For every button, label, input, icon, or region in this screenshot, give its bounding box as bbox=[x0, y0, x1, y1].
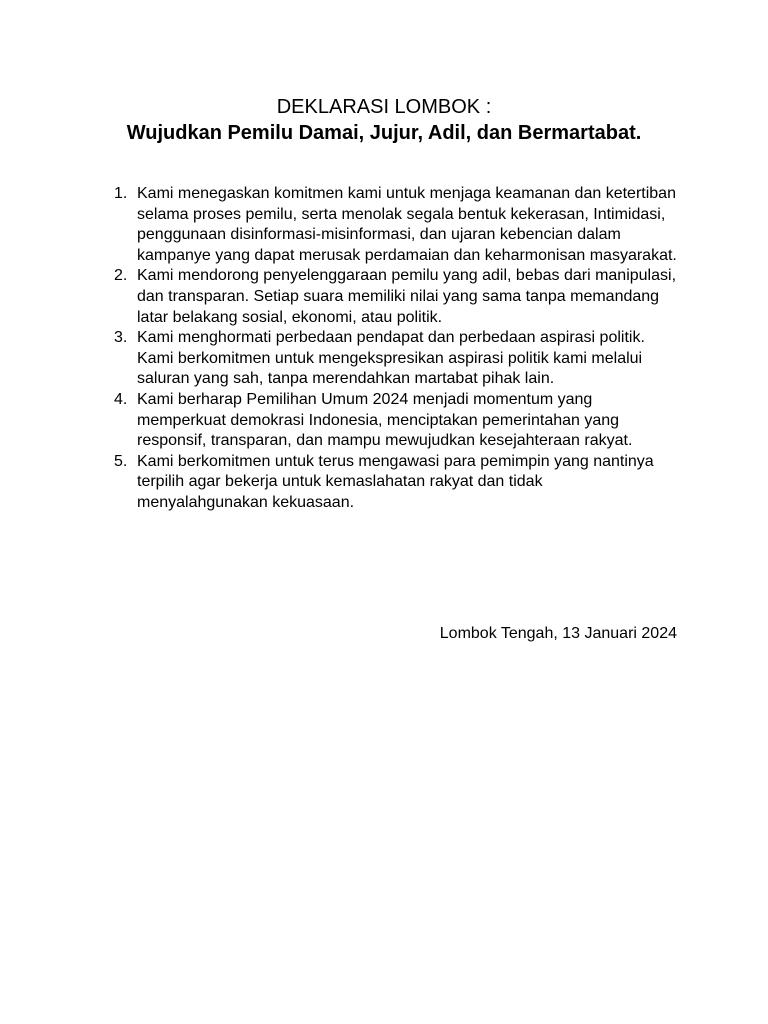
point-number: 1. bbox=[114, 185, 128, 202]
document-subtitle: Wujudkan Pemilu Damai, Jujur, Adil, dan Bermartabat. bbox=[126, 122, 642, 144]
declaration-list bbox=[101, 184, 677, 514]
point-text: Kami berkomitmen untuk terus mengawasi para pemimpin yang nantinya terpilih agar bekerja untuk kemaslahatan rakyat dan tidak menyalahgunakan kekuasaan. bbox=[137, 452, 654, 511]
point-text: Kami menegaskan komitmen kami untuk menjaga keamanan dan ketertiban selama proses pemilu, serta menolak segala bentuk kekerasan, Intimidasi, penggunaan disinformasi-misinformasi, dan ujaran kebencian dalam kampanye yang dapat merusak perdamaian dan keharmonisan masyarakat. bbox=[137, 185, 677, 264]
declaration-point bbox=[101, 390, 677, 452]
declaration-point bbox=[101, 184, 677, 266]
document-title: DEKLARASI LOMBOK : bbox=[276, 96, 492, 118]
point-number: 2. bbox=[114, 267, 128, 285]
declaration-point bbox=[101, 266, 677, 328]
signoff-place-date: Lombok Tengah, 13 Januari 2024 bbox=[439, 625, 677, 642]
point-number: 5. bbox=[114, 452, 128, 470]
declaration-point bbox=[101, 452, 677, 514]
point-text: Kami mendorong penyelenggaraan pemilu yang adil, bebas dari manipulasi, dan transparan. Setiap suara memiliki nilai yang sama tanpa memandang latar belakang sosial, ekonomi, atau politik. bbox=[137, 267, 677, 326]
point-number: 4. bbox=[114, 390, 128, 408]
declaration-point bbox=[101, 328, 677, 390]
point-text: Kami berharap Pemilihan Umum 2024 menjadi momentum yang memperkuat demokrasi Indonesia, menciptakan pemerintahan yang responsif, transparan, dan mampu mewujudkan kesejahteraan rakyat. bbox=[137, 390, 633, 450]
point-text: Kami menghormati perbedaan pendapat dan perbedaan aspirasi politik. Kami berkomitmen untuk mengekspresikan aspirasi politik kami melalui saluran yang sah, tanpa merendahkan martabat pihak lain. bbox=[137, 329, 645, 388]
point-number: 3. bbox=[114, 329, 128, 347]
